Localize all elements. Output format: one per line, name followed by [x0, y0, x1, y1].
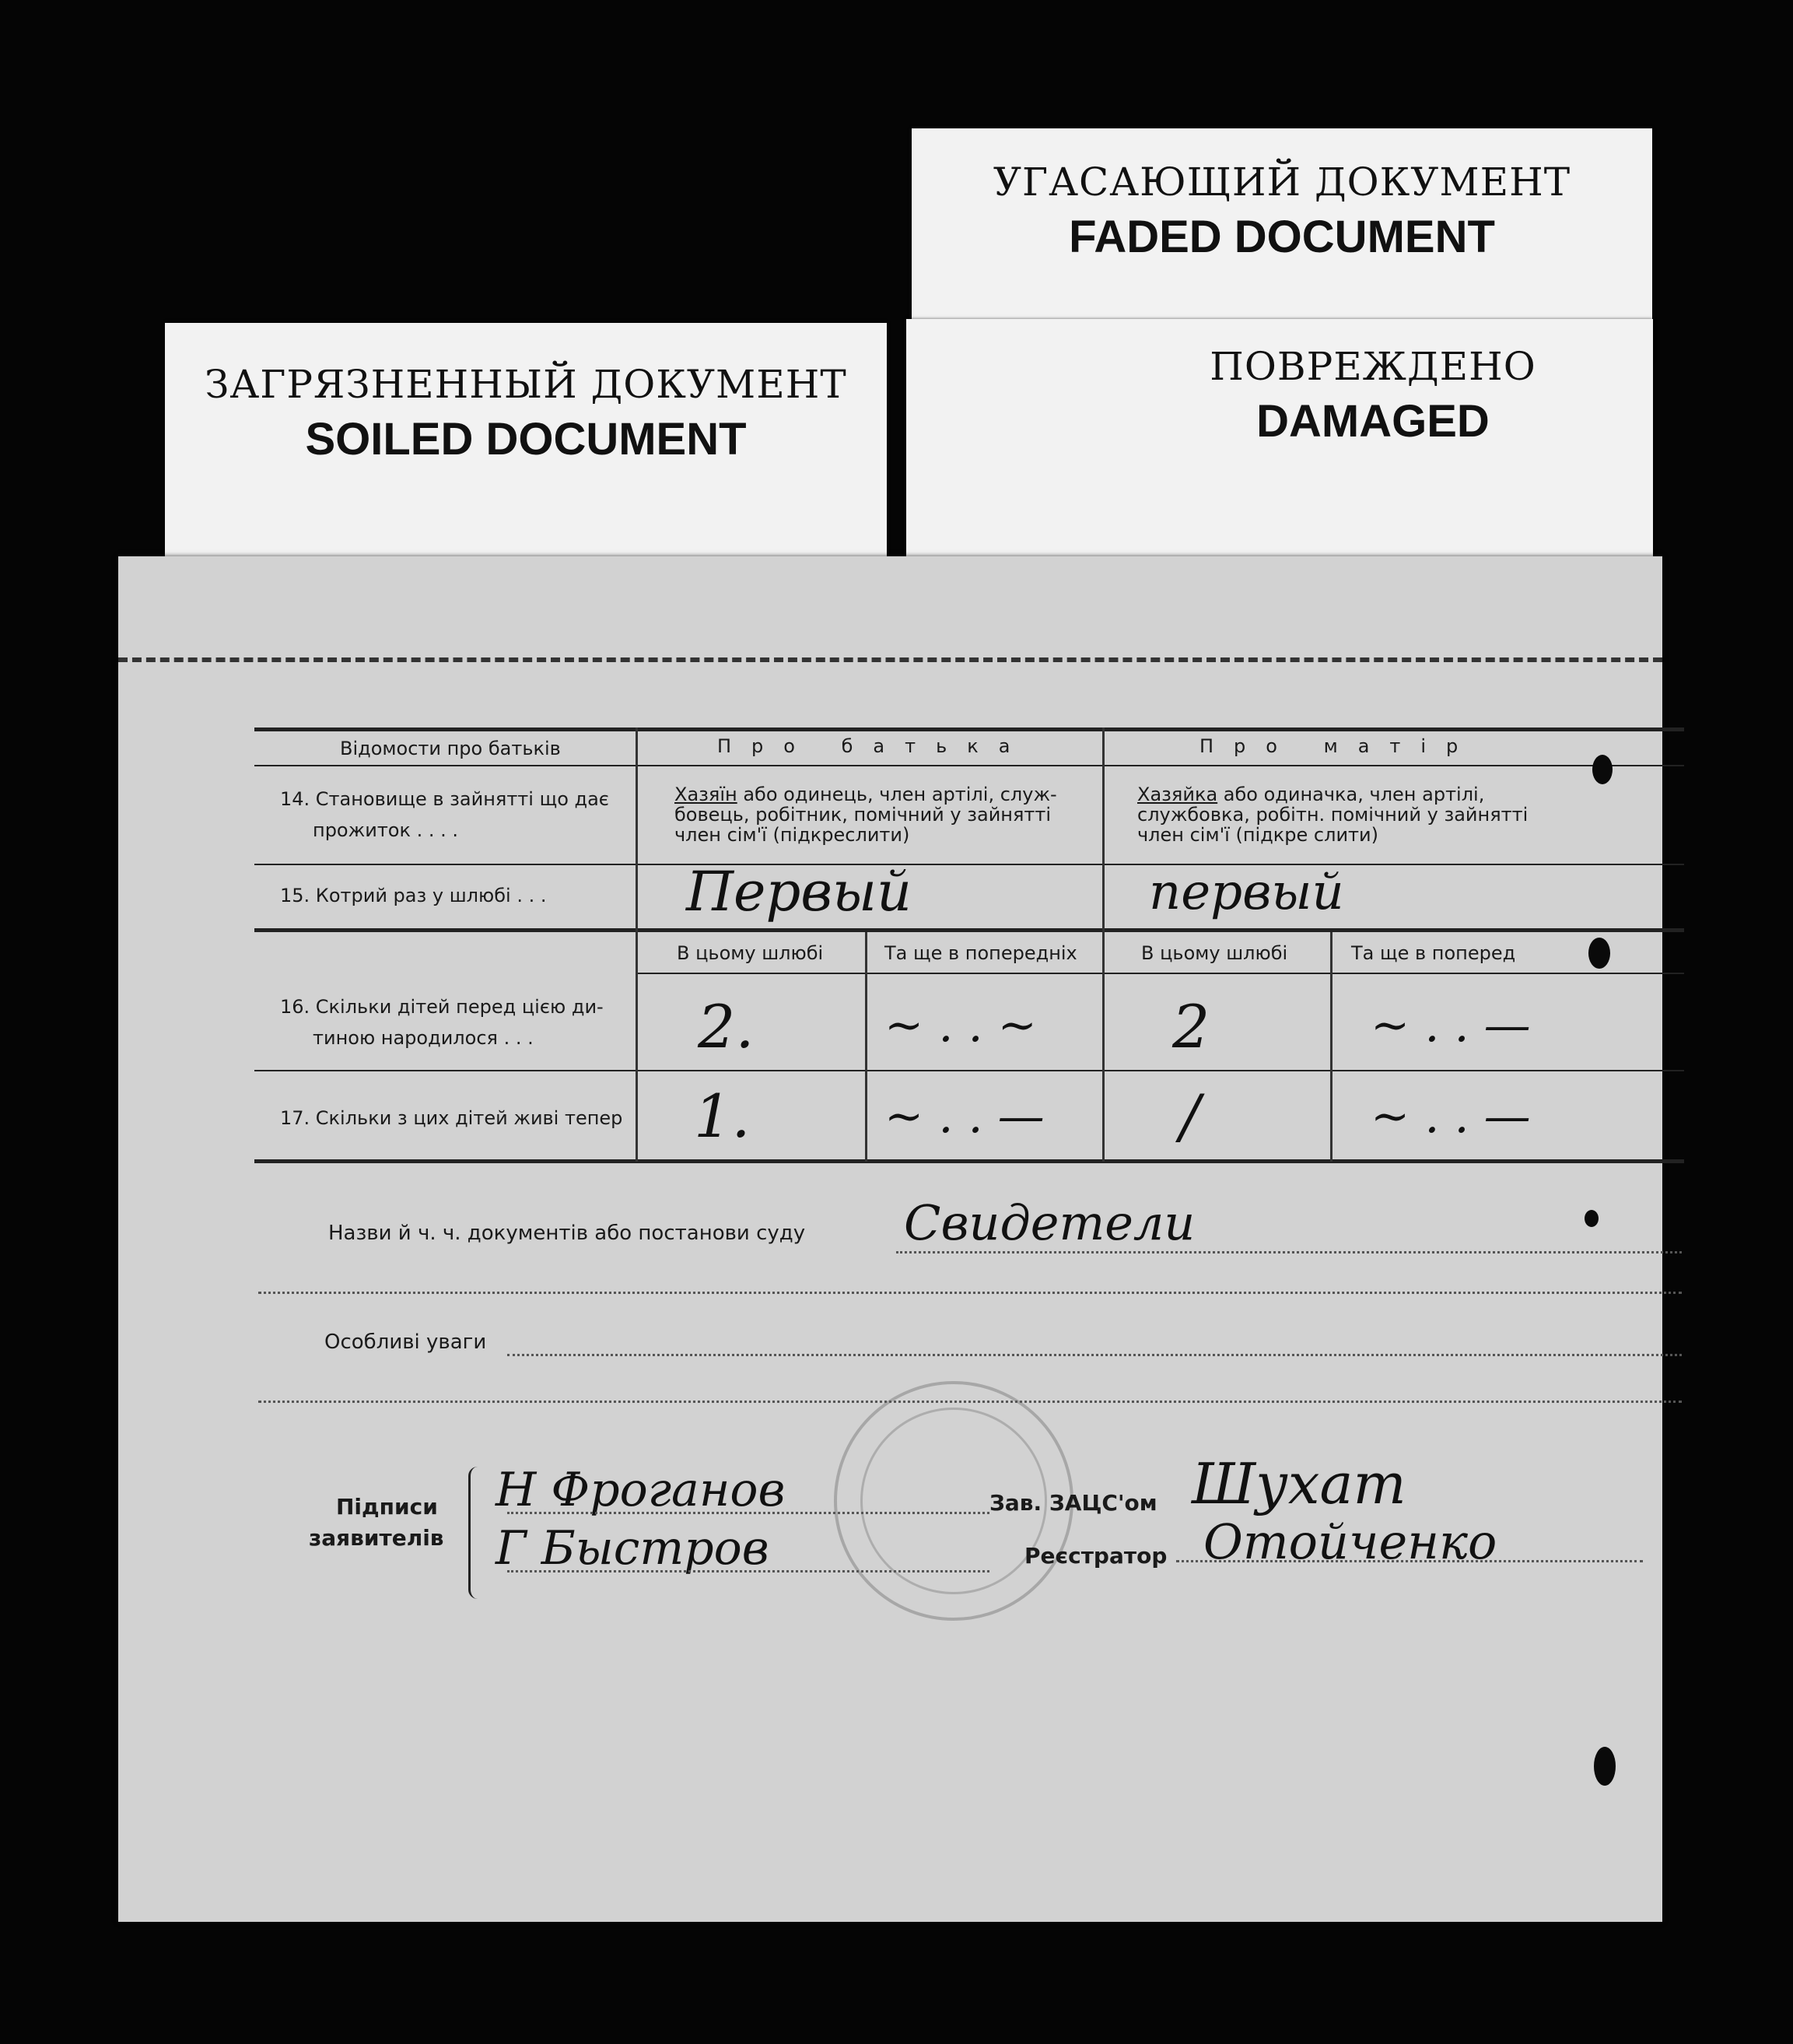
header-parents-info: Відомости про батьків [340, 738, 561, 759]
subheader-previous-father: Та ще в попередніх [884, 942, 1077, 964]
signatures-label-2: заявителів [309, 1525, 444, 1551]
signatures-label-1: Підписи [336, 1494, 438, 1520]
row14-father-line3: член сім'ї (підкреслити) [674, 824, 910, 846]
row14-mother-line2: службовка, робітн. помічний у зайнятті [1137, 804, 1529, 826]
faded-en-label: FADED DOCUMENT [1069, 212, 1495, 262]
table-bottom-rule [254, 1159, 1684, 1163]
row14-father-line2: бовець, робітник, помічний у зайнятті [674, 804, 1052, 826]
row14-father-text1: або одинець, член артілі, служ- [737, 784, 1057, 805]
table-divider-3 [1102, 727, 1105, 1162]
table-row14-rule [254, 864, 1684, 865]
row14-label-2: прожиток . . . . [313, 819, 459, 841]
table-divider-1 [636, 727, 638, 1162]
row16-label-1: 16. Скільки дітей перед цією ди- [280, 996, 604, 1018]
signature-brace [468, 1467, 482, 1599]
row17-mother-this: / [1180, 1082, 1200, 1151]
row14-mother-line3: член сім'ї (підкре слити) [1137, 824, 1378, 846]
table-divider-4 [1330, 932, 1332, 1162]
head-label: Зав. ЗАЦС'ом [989, 1490, 1157, 1516]
remarks-dotline [507, 1354, 1682, 1356]
row17-mother-previous: ~ . . — [1371, 1089, 1531, 1144]
faded-ru-label: УГАСАЮЩИЙ ДОКУМЕНТ [993, 160, 1571, 205]
row17-label: 17. Скільки з цих дітей живі тепер [280, 1107, 623, 1129]
row16-mother-this: 2 [1172, 992, 1210, 1061]
damaged-card [906, 319, 1653, 560]
row17-father-this: 1. [694, 1082, 751, 1151]
record-form-sheet [118, 556, 1662, 1922]
row16-father-previous: ~ . . ~ [884, 998, 1037, 1053]
signature-dotline-1 [507, 1512, 989, 1514]
row16-mother-previous: ~ . . — [1371, 998, 1531, 1053]
row14-label-1: 14. Становище в зайнятті що дає [280, 788, 609, 810]
table-subheader-rule [636, 973, 1684, 974]
soiled-ru-label: ЗАГРЯЗНЕННЫЙ ДОКУМЕНТ [205, 362, 847, 407]
header-about-father: Про батька [717, 735, 1031, 757]
head-signature: Шухат [1192, 1451, 1406, 1516]
documents-dotline-2 [258, 1292, 1682, 1294]
table-divider-2 [865, 932, 867, 1162]
row16-label-2: тиною народилося . . . [313, 1027, 534, 1049]
documents-handwritten: Свидетели [904, 1194, 1196, 1251]
subheader-previous-mother: Та ще в поперед [1351, 942, 1516, 964]
damage-hole-2 [1588, 938, 1610, 969]
applicant-signature-1: Н Фроганов [496, 1463, 786, 1517]
damage-hole-1 [1592, 755, 1613, 784]
header-about-mother: Про матір [1199, 735, 1479, 757]
table-row16-rule [254, 1070, 1684, 1071]
row15-label: 15. Котрий раз у шлюбі . . . [280, 885, 547, 906]
row17-father-previous: ~ . . — [884, 1089, 1045, 1144]
soiled-en-label: SOILED DOCUMENT [305, 414, 747, 465]
subheader-this-marriage-father: В цьому шлюбі [677, 942, 824, 964]
damage-hole-3 [1594, 1747, 1616, 1786]
subheader-this-marriage-mother: В цьому шлюбі [1141, 942, 1288, 964]
row15-father-handwritten: Первый [686, 860, 912, 924]
row16-father-this: 2. [698, 992, 755, 1061]
row14-father-selected: Хазяїн [674, 784, 737, 805]
soiled-document-card [165, 323, 887, 564]
registrar-label: Реєстратор [1024, 1543, 1168, 1569]
registrar-signature: Отойченко [1203, 1513, 1497, 1570]
table-header-rule [254, 765, 1684, 766]
table-row15-rule [254, 928, 1684, 932]
row14-mother-selected: Хазяйка [1137, 784, 1218, 805]
row15-mother-handwritten: первый [1149, 864, 1344, 921]
row14-mother-line1 [1137, 784, 1484, 805]
table-top-rule [254, 727, 1684, 731]
applicant-signature-2: Г Быстров [496, 1521, 769, 1576]
damaged-en-label: DAMAGED [1256, 396, 1490, 447]
damage-hole-4 [1585, 1210, 1599, 1227]
damaged-ru-label: ПОВРЕЖДЕНО [1210, 344, 1536, 389]
signature-dotline-2 [507, 1570, 989, 1572]
row14-father-line1 [674, 784, 1057, 805]
row14-mother-text1: або одиначка, член артілі, [1217, 784, 1485, 805]
perforation-line [118, 657, 1662, 662]
registrar-dotline [1176, 1560, 1643, 1562]
documents-label: Назви й ч. ч. документів або постанови суду [328, 1222, 806, 1245]
remarks-label: Особливі уваги [324, 1331, 487, 1354]
documents-dotline [896, 1251, 1682, 1253]
